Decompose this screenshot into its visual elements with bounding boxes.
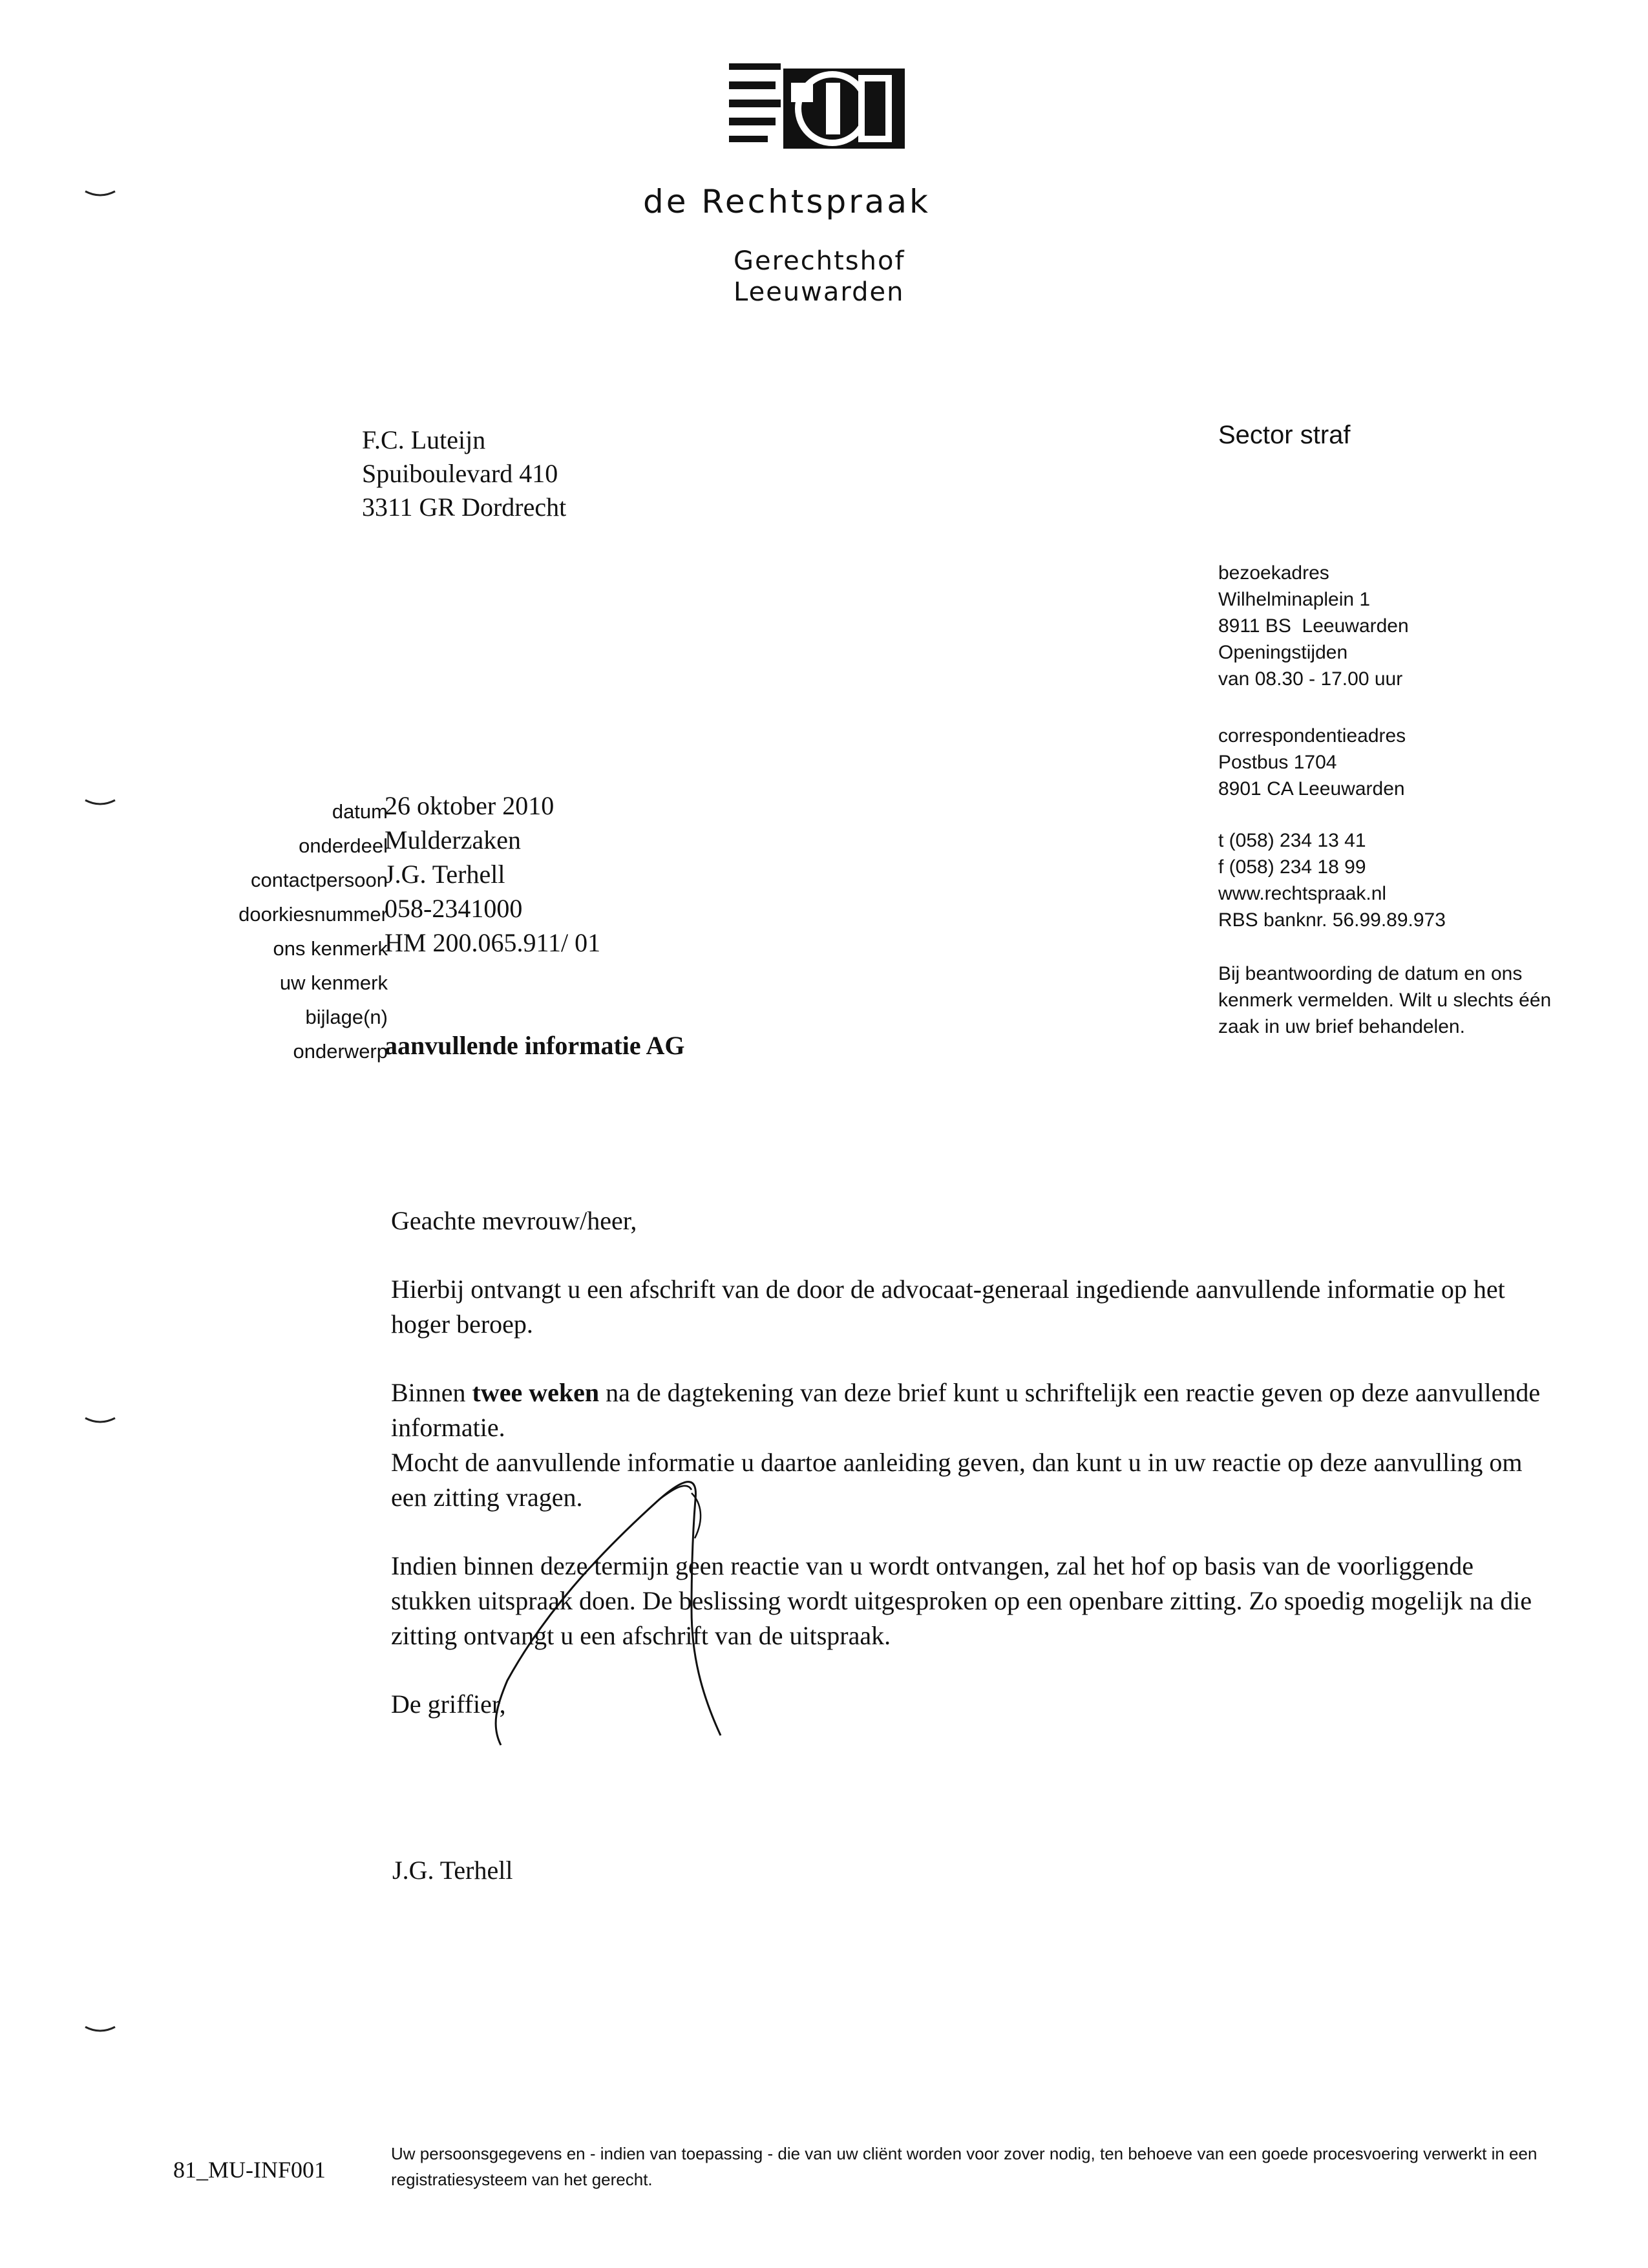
correspondence-address-block xyxy=(1218,723,1406,802)
hours-label: Openingstijden xyxy=(1218,642,1348,663)
correspondence-city: 8901 CA Leeuwarden xyxy=(1218,778,1405,800)
meta-label: doorkiesnummer xyxy=(238,903,388,926)
addressee-street: Spuiboulevard 410 xyxy=(362,459,558,488)
paragraph-4: Indien binnen deze termijn geen reactie van u wordt ontvangen, zal het hof op basis van de voorliggende stukken uitspraak doen. De beslissing wordt uitgesproken op een openbare zitting. Zo spoedig mogelijk na die zitting ontvangt u een afschrift van de uitspraak. xyxy=(391,1551,1532,1650)
meta-value: 26 oktober 2010 xyxy=(385,791,555,820)
meta-value: J.G. Terhell xyxy=(385,860,505,889)
opening-hours: van 08.30 - 17.00 uur xyxy=(1218,668,1403,690)
contact-block xyxy=(1218,827,1446,933)
reply-note: Bij beantwoording de datum en ons kenmerk vermelden. Wilt u slechts één zaak in uw brief behandelen. xyxy=(1218,963,1552,1037)
scan-mark xyxy=(84,187,116,200)
salutation: Geachte mevrouw/heer, xyxy=(391,1206,637,1235)
meta-label: onderdeel xyxy=(299,834,388,857)
meta-value: 058-2341000 xyxy=(385,894,523,923)
meta-label: datum xyxy=(332,800,388,823)
meta-value: HM 200.065.911/ 01 xyxy=(385,928,601,957)
visit-label: bezoekadres xyxy=(1218,562,1329,584)
addressee-block xyxy=(362,423,566,524)
scan-mark xyxy=(84,2023,116,2036)
fax-number: f (058) 234 18 99 xyxy=(1218,856,1366,878)
handwritten-signature xyxy=(446,1403,769,1765)
visit-address-block xyxy=(1218,560,1409,692)
meta-label: bijlage(n) xyxy=(305,1006,388,1028)
meta-label: uw kenmerk xyxy=(279,971,388,994)
meta-value: Mulderzaken xyxy=(385,825,522,854)
bank-number: RBS banknr. 56.99.89.973 xyxy=(1218,909,1446,931)
correspondence-label: correspondentieadres xyxy=(1218,725,1406,747)
p2-deadline: twee weken xyxy=(472,1378,600,1407)
subject-value: aanvullende informatie AG xyxy=(385,1031,685,1060)
court-line-1: Gerechtshof xyxy=(734,246,905,276)
scan-mark xyxy=(84,796,116,809)
paragraph-3: Mocht de aanvullende informatie u daartoe aanleiding geven, dan kunt u in uw reactie op deze aanvulling om een zitting vragen. xyxy=(391,1448,1523,1512)
document-code: 81_MU-INF001 xyxy=(173,2157,326,2183)
addressee-city: 3311 GR Dordrecht xyxy=(362,493,567,522)
meta-label: onderwerp xyxy=(293,1040,388,1063)
court-name xyxy=(734,246,905,308)
meta-label: contactpersoon xyxy=(251,869,388,891)
signer-name: J.G. Terhell xyxy=(392,1856,513,1885)
privacy-notice: Uw persoonsgegevens en - indien van toepassing - die van uw cliënt worden voor zover nodig, ten behoeve van een goede procesvoering verwerkt in een registratiesysteem van het gerecht. xyxy=(391,2144,1537,2189)
court-line-2: Leeuwarden xyxy=(734,277,905,307)
addressee-name: F.C. Luteijn xyxy=(362,425,486,454)
rechtspraak-logo-icon xyxy=(729,63,905,154)
meta-label: ons kenmerk xyxy=(273,937,388,960)
correspondence-postbus: Postbus 1704 xyxy=(1218,752,1337,773)
visit-city: 8911 BS Leeuwarden xyxy=(1218,615,1409,637)
sector-label: Sector straf xyxy=(1218,421,1351,449)
p2-post: na de dagtekening van deze brief kunt u schriftelijk een reactie geven op deze aanvullende informatie. xyxy=(391,1378,1541,1442)
phone-number: t (058) 234 13 41 xyxy=(1218,830,1366,851)
p2-pre: Binnen xyxy=(391,1378,472,1407)
visit-street: Wilhelminaplein 1 xyxy=(1218,589,1371,610)
signoff: De griffier, xyxy=(391,1690,506,1719)
paragraph-1: Hierbij ontvangt u een afschrift van de door de advocaat-generaal ingediende aanvullende informatie op het hoger beroep. xyxy=(391,1275,1505,1339)
scan-mark xyxy=(84,1414,116,1427)
website: www.rechtspraak.nl xyxy=(1218,883,1387,904)
organization-name: de Rechtspraak xyxy=(643,183,931,220)
